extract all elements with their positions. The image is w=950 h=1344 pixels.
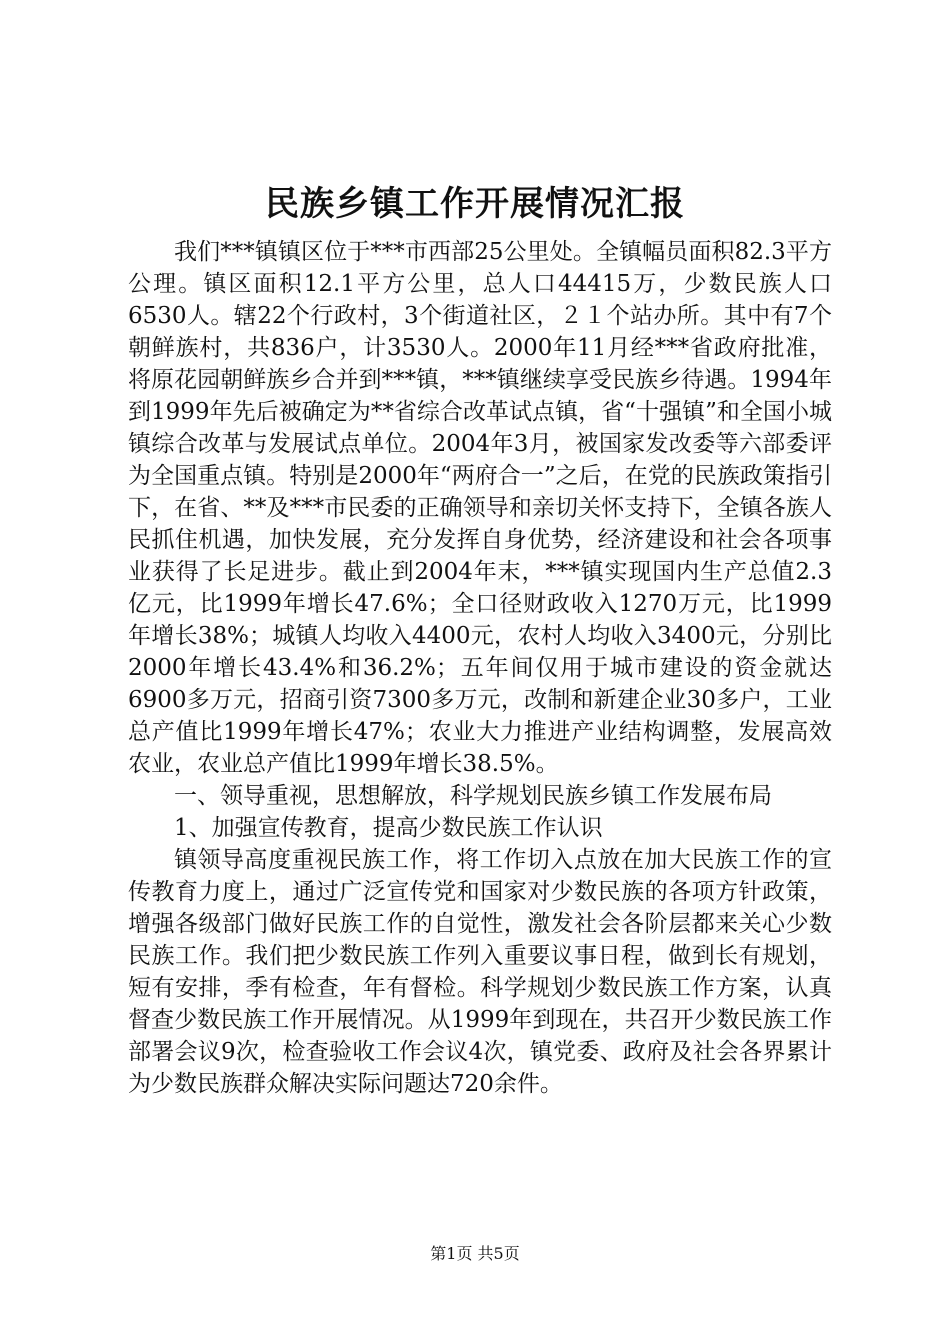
subsection-heading-1-1: 1、加强宣传教育，提高少数民族工作认识: [174, 815, 603, 841]
section-heading-1: 一、领导重视，思想解放，科学规划民族乡镇工作发展布局: [174, 783, 772, 809]
document-title: 民族乡镇工作开展情况汇报: [265, 184, 685, 224]
document-body: [128, 236, 832, 1100]
page-footer: 第1页 共5页: [430, 1244, 520, 1263]
paragraph-propaganda: 镇领导高度重视民族工作，将工作切入点放在加大民族工作的宣传教育力度上，通过广泛宣传党和国家对少数民族的各项方针政策，增强各级部门做好民族工作的自觉性，激发社会各阶层都来关心少数民族工作。我们把少数民族工作列入重要议事日程，做到长有规划，短有安排，季有检查，年有督检。科学规划少数民族工作方案，认真督查少数民族工作开展情况。从1999年到现在，共召开少数民族工作部署会议9次，检查验收工作会议4次，镇党委、政府及社会各界累计为少数民族群众解决实际问题达720余件。: [128, 847, 832, 1097]
paragraph-intro: 我们***镇镇区位于***市西部25公里处。全镇幅员面积82.3平方公理。镇区面积12.1平方公里，总人口44415万，少数民族人口6530人。辖22个行政村，3个街道社区，２１个站办所。其中有7个朝鲜族村，共836户，计3530人。2000年11月经***省政府批准，将原花园朝鲜族乡合并到***镇，***镇继续享受民族乡待遇。1994年到1999年先后被确定为**省综合改革试点镇，省“十强镇”和全国小城镇综合改革与发展试点单位。2004年3月，被国家发改委等六部委评为全国重点镇。特别是2000年“两府合一”之后，在党的民族政策指引下，在省、**及***市民委的正确领导和亲切关怀支持下，全镇各族人民抓住机遇，加快发展，充分发挥自身优势，经济建设和社会各项事业获得了长足进步。截止到2004年末，***镇实现国内生产总值2.3亿元，比1999年增长47.6%；全口径财政收入1270万元，比1999年增长38%；城镇人均收入4400元，农村人均收入3400元，分别比2000年增长43.4%和36.2%；五年间仅用于城市建设的资金就达6900多万元，招商引资7300多万元，改制和新建企业30多户，工业总产值比1999年增长47%；农业大力推进产业结构调整，发展高效农业，农业总产值比1999年增长38.5%。: [128, 239, 832, 777]
